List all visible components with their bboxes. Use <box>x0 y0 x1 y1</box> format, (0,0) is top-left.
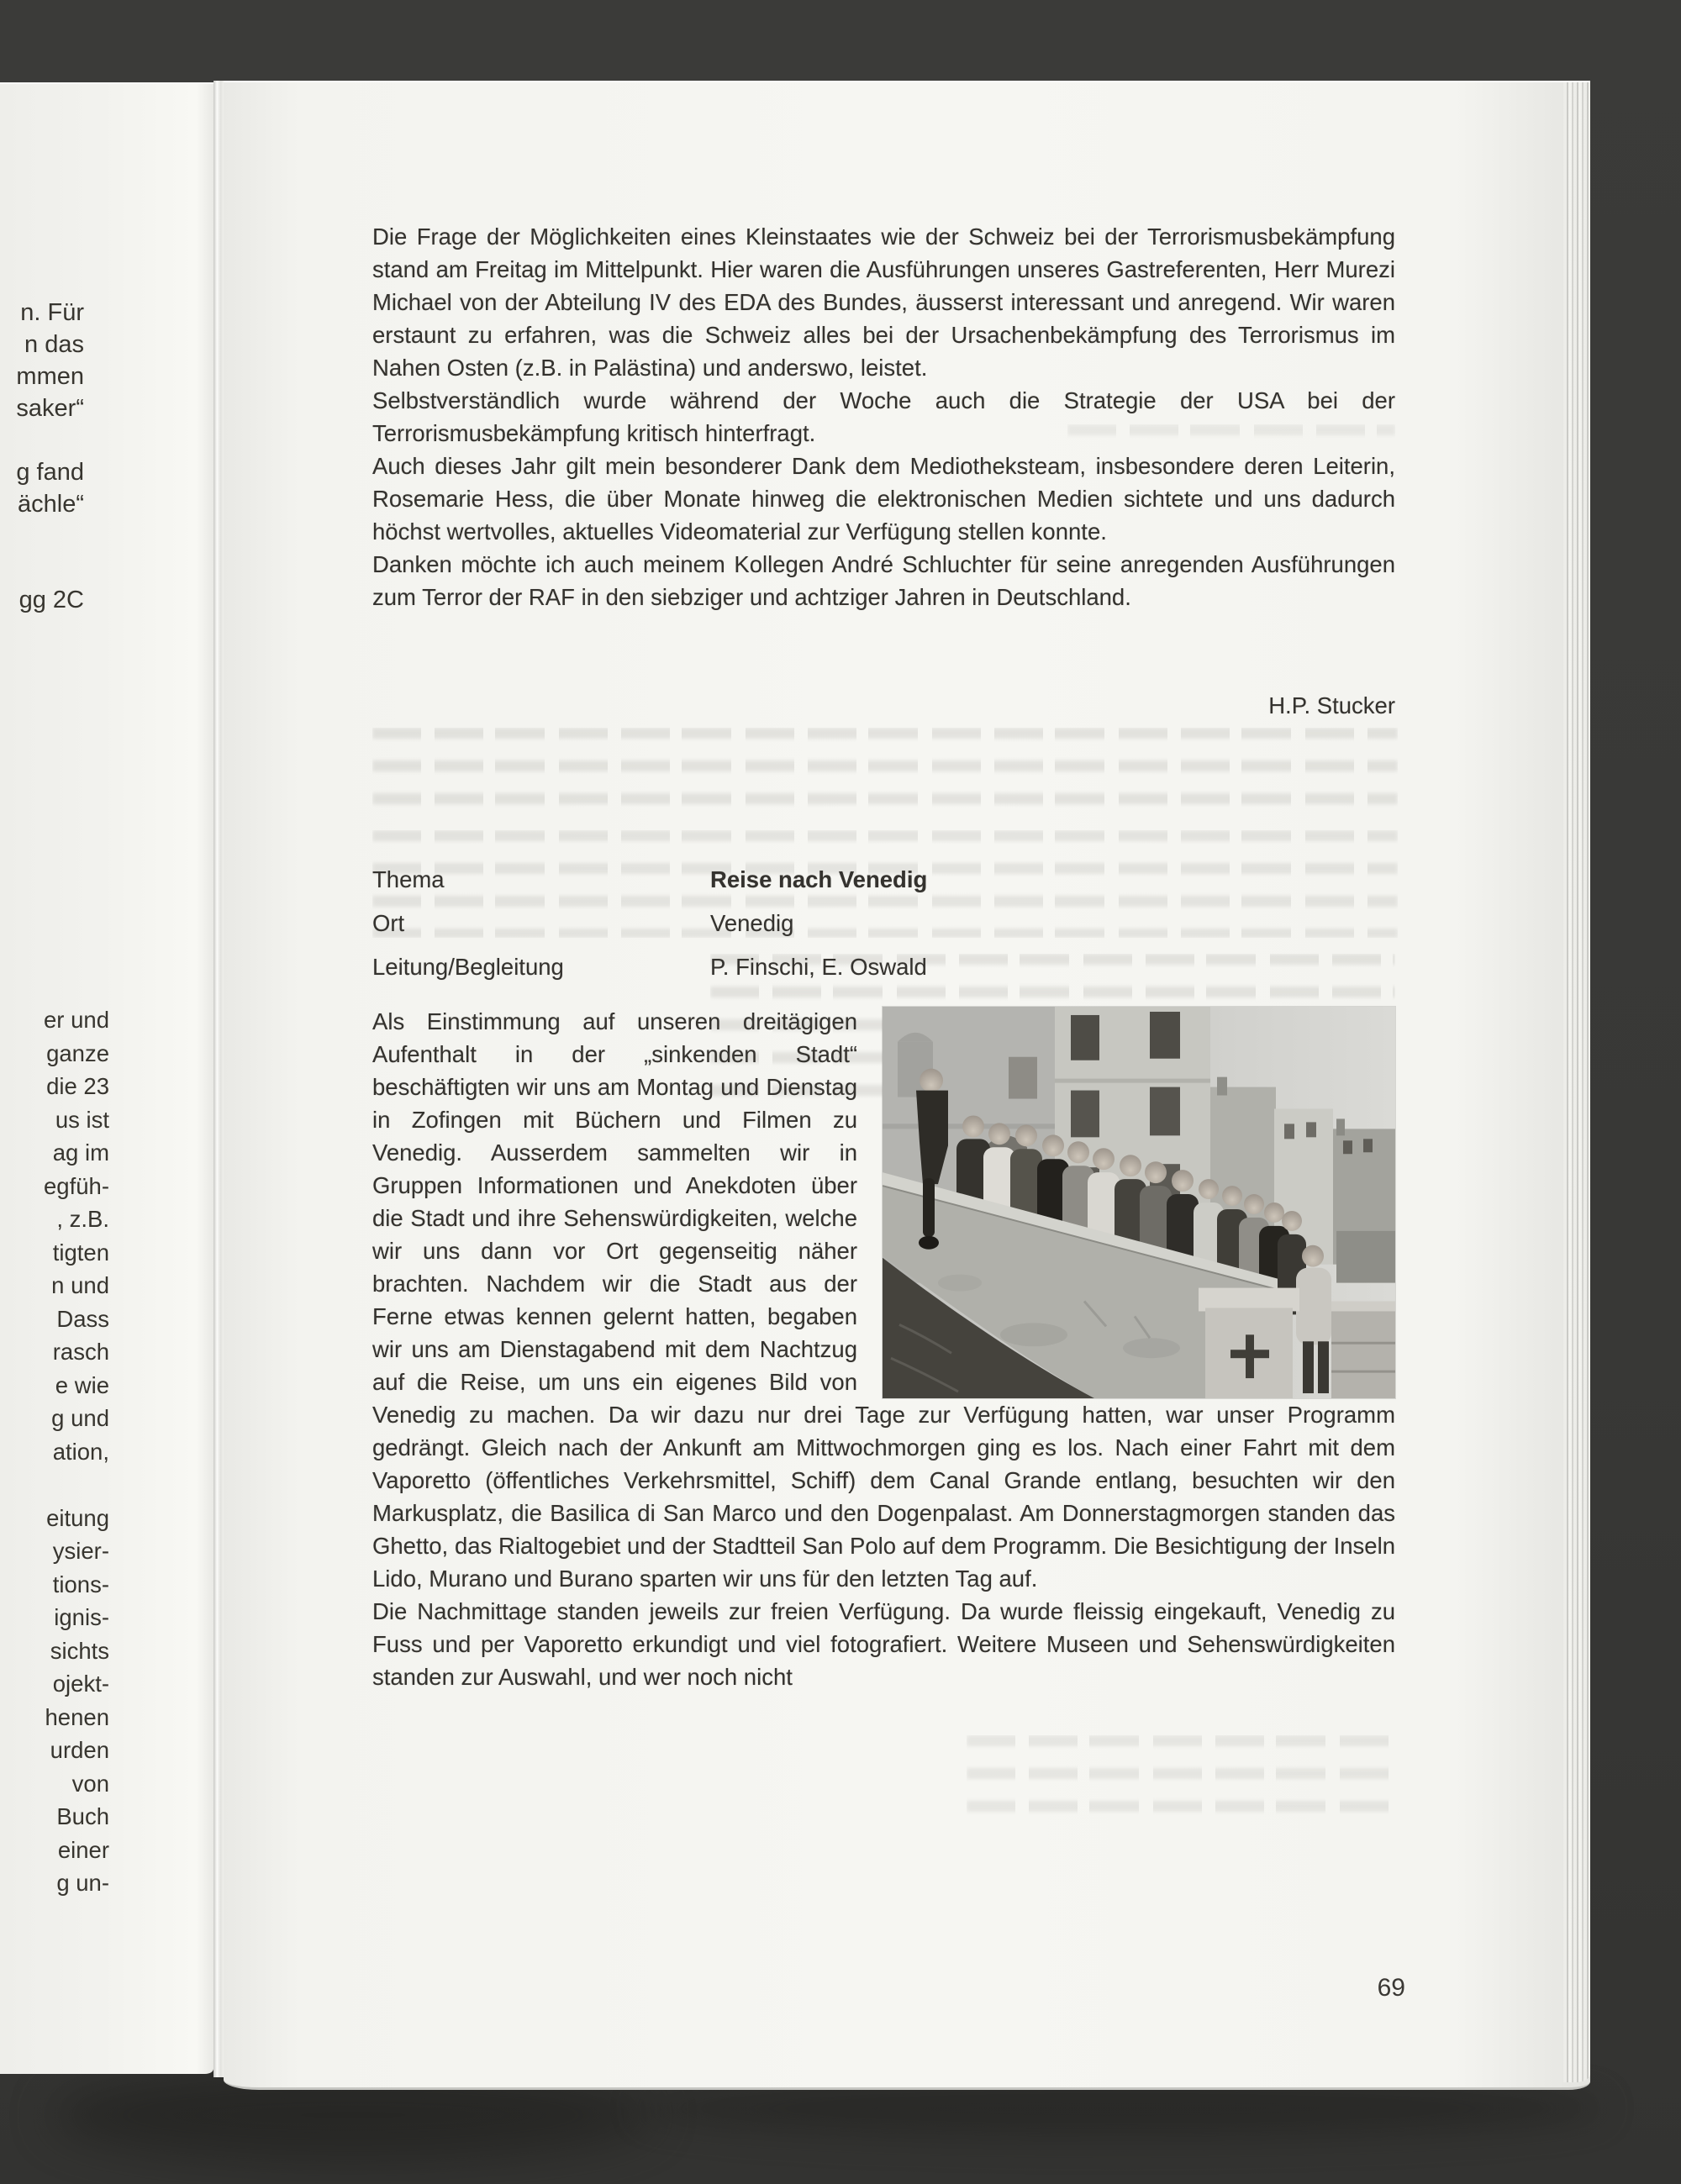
left-page-text-fragment: ag im <box>52 1139 109 1166</box>
left-page-text-fragment: ganze <box>46 1039 109 1066</box>
left-page-text-fragment: n das <box>24 331 84 358</box>
left-page-text-fragment: ignis- <box>54 1604 109 1630</box>
left-page-text-fragment: g fand <box>16 459 84 486</box>
left-page-text-fragment: einer <box>57 1836 109 1863</box>
photo-graphic <box>883 1007 1395 1398</box>
meta-label: Leitung/Begleitung <box>372 954 564 980</box>
meta-value: Venedig <box>710 910 794 936</box>
left-page-text-fragment: saker“ <box>16 395 84 422</box>
left-page-text-fragment: , z.B. <box>56 1206 109 1232</box>
left-page-text-fragment <box>0 552 84 584</box>
left-page-text-fragment: tigten <box>52 1239 109 1266</box>
left-page-text-fragment: ojekt- <box>52 1671 109 1697</box>
left-page-text-fragment: n. Für <box>20 299 84 326</box>
book-gutter-fold <box>213 81 224 2077</box>
left-page-text-fragment: eitung <box>46 1504 109 1531</box>
meta-value: Reise nach Venedig <box>710 866 928 892</box>
left-page-text-fragment: von <box>71 1770 109 1797</box>
trip-closing-paragraph: Die Nachmittage standen jeweils zur freien Verfügung. Da wurde fleissig eingekauft, Venedig zu Fuss und per Vaporetto erkundigt und viel fotografiert. Weitere Museen und Sehenswürdigkeiten standen zur Auswahl, und wer noch nicht <box>372 1598 1395 1690</box>
left-page-text-fragment: g und <box>51 1405 109 1431</box>
left-page-text-fragment: die 23 <box>46 1073 109 1099</box>
trip-meta-table <box>372 863 1395 983</box>
report-section <box>372 220 1395 613</box>
left-page-text-fragment: e wie <box>55 1371 109 1398</box>
report-paragraph: Selbstverständlich wurde während der Woche auch die Strategie der USA bei der Terrorismusbekämpfung kritisch hinterfragt. <box>372 387 1395 446</box>
page-content <box>372 220 1395 1693</box>
left-page-text-fragment: Dass <box>56 1305 109 1332</box>
left-page-text-fragment <box>0 1468 109 1502</box>
meta-row <box>372 950 1395 983</box>
trip-report-body <box>372 1005 1395 1693</box>
left-page-text-fragment: ysier- <box>52 1538 109 1564</box>
left-page-text-fragment: ächle“ <box>18 491 84 518</box>
left-page-text-fragment: us ist <box>55 1106 109 1133</box>
page-edge-stack <box>1563 82 1590 2082</box>
left-page-text-fragment: henen <box>45 1703 109 1730</box>
left-page-text-fragment: urden <box>50 1737 109 1763</box>
left-page-text-fragment: n und <box>51 1272 109 1298</box>
left-page-text-fragment <box>0 424 84 456</box>
meta-value: P. Finschi, E. Oswald <box>710 954 927 980</box>
left-page-text-fragment: er und <box>44 1007 109 1033</box>
left-page-text-fragment: gg 2C <box>18 587 84 613</box>
meta-label: Ort <box>372 910 405 936</box>
report-paragraph: Auch dieses Jahr gilt mein besonderer Dank dem Mediotheksteam, insbesondere deren Leiterin, Rosemarie Hess, die über Monate hinweg die elektronischen Medien sichtete und uns dadurch höchst wertvolles, aktuelles Videomaterial zur Verfügung stellen konnte. <box>372 453 1395 545</box>
report-paragraph: Die Frage der Möglichkeiten eines Kleinstaates wie der Schweiz bei der Terrorismusbekämpfung stand am Freitag im Mittelpunkt. Hier waren die Ausführungen unseres Gastreferenten, Herr Murezi Michael von der Abteilung IV des EDA des Bundes, äusserst interessant und anregend. Wir waren erstaunt zu erfahren, was die Schweiz alles bei der Ursachenbekämpfung des Terrorismus im Nahen Osten (z.B. in Palästina) und anderswo, leistet. <box>372 224 1395 381</box>
trip-body-paragraph: Als Einstimmung auf unseren dreitägigen Aufenthalt in der „sinkenden Stadt“ beschäftigten wir uns am Montag und Dienstag in Zofingen mit Büchern und Filmen zu Venedig. Ausserdem sammelten wir in Gruppen Informationen und Anekdoten über die Stadt und ihre Sehenswürdigkeiten, welche wir uns dann vor Ort gegenseitig näher brachten. Nachdem wir die Stadt aus der Ferne etwas kennen gelernt hatten, begaben wir uns am Dienstagabend mit dem Nachtzug auf die Reise, um uns ein eigenes Bild von Venedig zu machen. Da wir dazu nur drei Tage zur Verfügung hatten, war unser Programm gedrängt. Gleich nach der Ankunft am Mittwochmorgen ging es los. Nach einer Fahrt mit dem Vaporetto (öffentliches Verkehrsmittel, Schiff) dem Canal Grande entlang, besuchten wir den Markusplatz, die Basilica di San Marco und den Dogenpalast. Am Donnerstagmorgen standen das Ghetto, das Rialtogebiet und der Stadtteil San Polo auf dem Programm. Die Besichtigung der Inseln Lido, Murano und Burano sparten wir uns für den letzten Tag auf. <box>372 1008 1395 1592</box>
left-page-text-column-main <box>0 1003 109 1900</box>
left-page-sliver <box>0 82 213 2074</box>
report-paragraph: Danken möchte ich auch meinem Kollegen André Schluchter für seine anregenden Ausführungen zum Terror der RAF in den siebziger und achtziger Jahren in Deutschland. <box>372 551 1395 610</box>
left-page-text-fragment: tions- <box>52 1571 109 1597</box>
left-page-text-fragment: egfüh- <box>44 1172 109 1199</box>
author-signature: H.P. Stucker <box>1268 692 1395 718</box>
page-number: 69 <box>1377 1974 1405 2002</box>
meta-row <box>372 863 1395 896</box>
left-page-text-fragment: mmen <box>16 363 84 390</box>
left-page-text-fragment: rasch <box>52 1339 109 1365</box>
meta-row <box>372 907 1395 939</box>
left-page-text-fragment: sichts <box>50 1637 109 1664</box>
left-page-text-fragment <box>0 520 84 552</box>
venice-bridge-group-photo <box>883 1007 1395 1398</box>
meta-label: Thema <box>372 866 445 892</box>
left-page-text-column-top <box>0 297 84 616</box>
left-page-text-fragment: g un- <box>56 1870 109 1896</box>
left-page-text-fragment: ation, <box>52 1438 109 1465</box>
left-page-text-fragment: Buch <box>56 1803 109 1829</box>
